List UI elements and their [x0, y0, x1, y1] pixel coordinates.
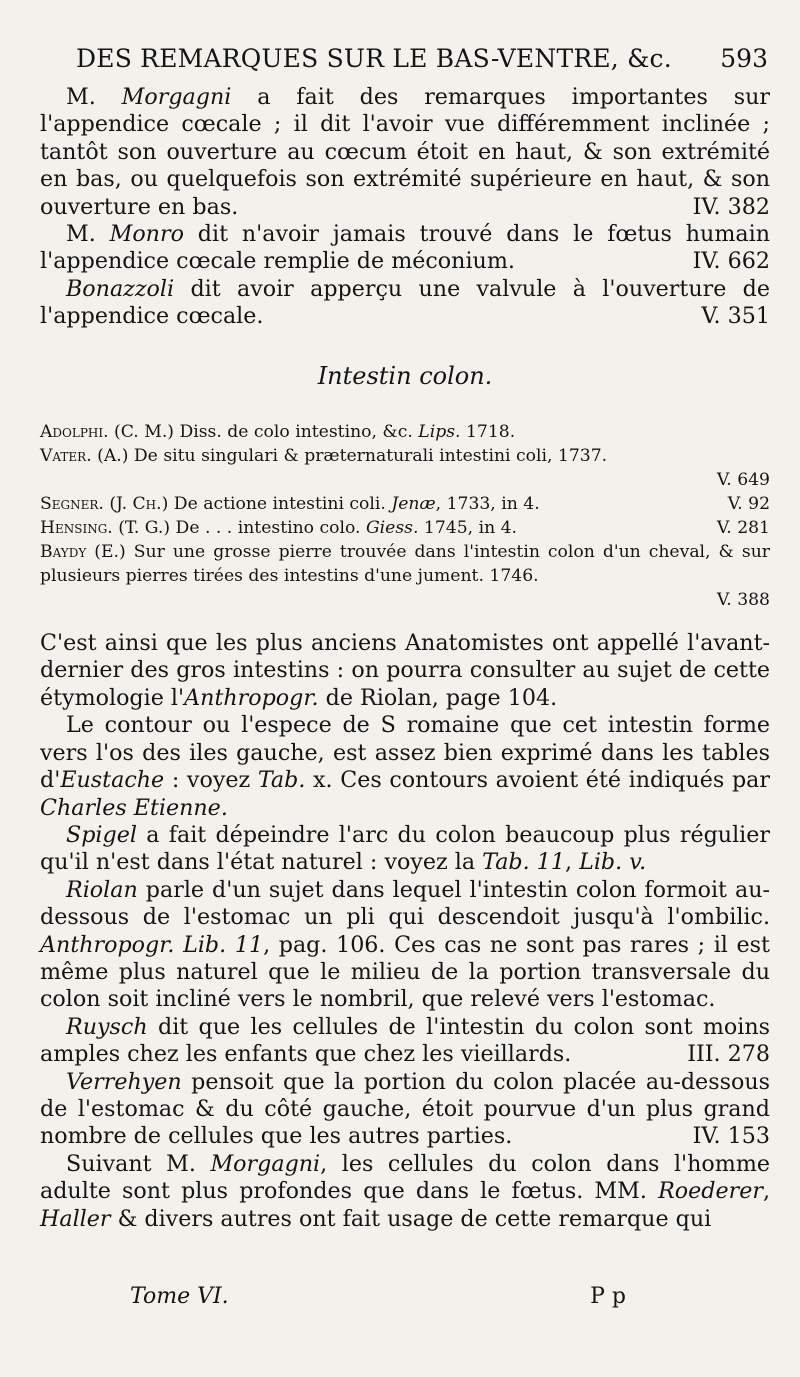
page-text: [40, 84, 770, 1233]
bib-volume-reference: V. 649: [716, 470, 770, 491]
volume-reference: V. 351: [701, 303, 770, 330]
running-header: [76, 44, 768, 84]
author-name: Haller: [40, 1205, 111, 1232]
volume-reference: IV. 153: [692, 1123, 770, 1150]
volume-reference: III. 278: [687, 1041, 770, 1068]
volume-reference: IV. 662: [692, 248, 770, 275]
paragraph-riolan: Riolan parle d'un sujet dans lequel l'intestin colon formoit au-dessous de l'estomac un pli qui descendoit jusqu'à l'ombilic. Anthropogr. Lib. 11, pag. 106. Ces cas ne sont pas rares ; il est même plus naturel que le milieu de la portion transversale du colon soit incliné vers le nombril, que relevé vers l'estomac.: [40, 876, 770, 1013]
body-text: [40, 630, 770, 1233]
paragraph-etymology: C'est ainsi que les plus anciens Anatomistes ont appellé l'avant-dernier des gros intestins : on pourra consulter au sujet de cette étymologie l'Anthropogr. de Riolan, page 104.: [40, 630, 770, 711]
bibliography-entry: Vater. (A.) De situ singulari & præternaturali intestini coli, 1737.: [40, 446, 608, 467]
author-name: Morgagni: [210, 1150, 321, 1177]
paragraph-bonazzoli: Bonazzoli dit avoir apperçu une valvule à l'ouverture de l'appendice cœcale. V. 351: [40, 275, 770, 330]
paragraph-morgagni-cells: Suivant M. Morgagni, les cellules du colon dans l'homme adulte sont plus profondes que dans le fœtus. MM. Roederer, Haller & divers autres ont fait usage de cette remarque qui: [40, 1150, 770, 1232]
author-name: Riolan: [66, 876, 138, 903]
section-heading: Intestin colon.: [317, 361, 493, 390]
bibliography-list: [40, 420, 770, 612]
author-name: Bonazzoli: [66, 275, 175, 302]
author-name: Monro: [109, 221, 184, 248]
bib-author: Vater. (A.): [40, 446, 129, 467]
bib-volume-reference: V. 281: [716, 518, 770, 539]
bib-author: Hensing. (T. G.): [40, 518, 171, 539]
paragraph-ruysch: Ruysch dit que les cellules de l'intestin du colon sont moins amples chez les enfants que chez les vieillards. III. 278: [40, 1013, 770, 1068]
signature-mark: P p: [590, 1284, 626, 1309]
page-number: 593: [720, 44, 768, 73]
bib-volume-reference: V. 92: [727, 494, 770, 515]
running-title: DES REMARQUES SUR LE BAS-VENTRE, &c.: [76, 44, 672, 73]
bib-author: Segner. (J. Ch.): [40, 494, 169, 515]
bibliography-entry: Adolphi. (C. M.) Diss. de colo intestino, &c. Lips. 1718.: [40, 422, 516, 443]
bibliography-entry: Baydy (E.) Sur une grosse pierre trouvée dans l'intestin colon d'un cheval, & sur plusieurs pierres tirées des intestins d'une jument. 1746.: [40, 542, 770, 587]
bib-volume-reference: V. 388: [716, 590, 770, 611]
author-name: Verrehyen: [66, 1068, 182, 1095]
paragraph-contour: Le contour ou l'espece de S romaine que cet intestin forme vers l'os des iles gauche, est assez bien exprimé dans les tables d'Eustache : voyez Tab. x. Ces contours avoient été indiqués par Charles Etienne.: [40, 712, 770, 821]
bib-author: Adolphi. (C. M.): [40, 422, 174, 443]
bibliography-entry: Hensing. (T. G.) De . . . intestino colo. Giess. 1745, in 4. V. 281: [40, 518, 770, 539]
volume-reference: IV. 382: [692, 193, 770, 220]
paragraph-spigel: Spigel a fait dépeindre l'arc du colon beaucoup plus régulier qu'il n'est dans l'état naturel : voyez la Tab. 11, Lib. v.: [40, 821, 770, 876]
page-footer: [130, 1284, 766, 1314]
bibliography-entry: Segner. (J. Ch.) De actione intestini coli. Jenæ, 1733, in 4. V. 92: [40, 494, 770, 515]
author-name: Spigel: [66, 821, 137, 848]
volume-label: Tome VI.: [130, 1284, 229, 1309]
author-name: Roederer: [658, 1178, 763, 1205]
bib-author: Baydy (E.): [40, 542, 126, 563]
paragraph-morgagni-appendix: M. Morgagni a fait des remarques importantes sur l'appendice cœcale ; il dit l'avoir vue différemment inclinée ; tantôt son ouverture au cœcum étoit en haut, & son extrémité en bas, ou quelquefois son extrémité supérieure en haut, & son ouverture en bas. IV. 382: [40, 84, 770, 220]
paragraph-monro: M. Monro dit n'avoir jamais trouvé dans le fœtus humain l'appendice cœcale remplie de méconium. IV. 662: [40, 221, 770, 275]
author-name: Morgagni: [121, 84, 232, 110]
paragraph-verrehyen: Verrehyen pensoit que la portion du colon placée au-dessous de l'estomac & du côté gauche, étoit pourvue d'un plus grand nombre de cellules que les autres parties. IV. 153: [40, 1068, 770, 1150]
author-name: Ruysch: [66, 1013, 148, 1040]
